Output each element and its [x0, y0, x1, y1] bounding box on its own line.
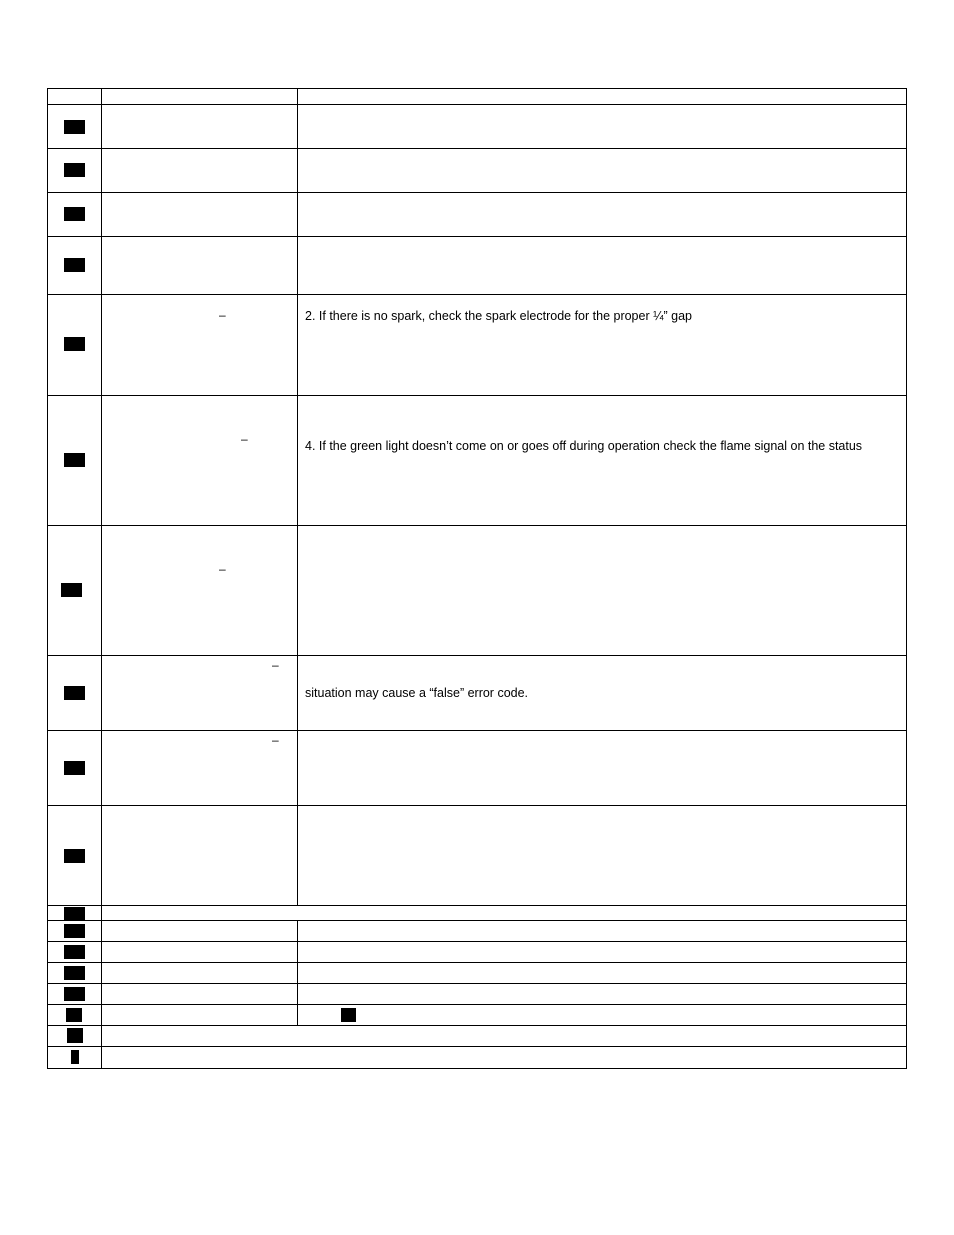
- description-dash: –: [272, 733, 279, 747]
- error-code-redacted: [64, 258, 85, 272]
- table-row: [48, 730, 906, 805]
- table-row: [48, 148, 906, 192]
- error-code-redacted: [64, 163, 85, 177]
- table-row: [48, 920, 906, 941]
- table-row: [48, 294, 906, 395]
- description-dash: –: [272, 658, 279, 672]
- table-row: [48, 1025, 906, 1046]
- description-dash: –: [219, 562, 226, 576]
- description-dash: –: [219, 308, 226, 322]
- table-row: [48, 905, 906, 920]
- table-row: [48, 983, 906, 1004]
- action-text: 4. If the green light doesn’t come on or goes off during operation check the flame signal on the status: [305, 439, 863, 453]
- table-row: [48, 1046, 906, 1068]
- table-row: [48, 941, 906, 962]
- table-row: [48, 104, 906, 148]
- table-row: [48, 192, 906, 236]
- error-code-redacted: [64, 966, 85, 980]
- error-code-table: [47, 88, 907, 1069]
- action-text: 2. If there is no spark, check the spark electrode for the proper ¼” gap: [305, 309, 693, 323]
- table-row: [48, 655, 906, 730]
- description-dash: –: [241, 432, 248, 446]
- error-code-redacted: [71, 1050, 79, 1064]
- table-row: [48, 805, 906, 905]
- table-row: [48, 395, 906, 525]
- action-text: situation may cause a “false” error code.: [305, 686, 529, 700]
- table-row: [48, 1004, 906, 1025]
- error-code-redacted: [66, 1008, 82, 1022]
- inline-code-redacted: [341, 1008, 356, 1022]
- error-code-redacted: [64, 849, 85, 863]
- error-code-redacted: [67, 1028, 83, 1043]
- table-row: [48, 236, 906, 294]
- error-code-redacted: [64, 686, 85, 700]
- error-code-redacted: [64, 453, 85, 467]
- table-row: [48, 962, 906, 983]
- error-code-redacted: [61, 583, 82, 597]
- error-code-redacted: [64, 207, 85, 221]
- error-code-redacted: [64, 987, 85, 1001]
- error-code-redacted: [64, 924, 85, 938]
- table-header-row: [48, 89, 906, 104]
- error-code-redacted: [64, 945, 85, 959]
- error-code-redacted: [64, 907, 85, 921]
- error-code-redacted: [64, 761, 85, 775]
- error-code-redacted: [64, 120, 85, 134]
- table-row: [48, 525, 906, 655]
- error-code-redacted: [64, 337, 85, 351]
